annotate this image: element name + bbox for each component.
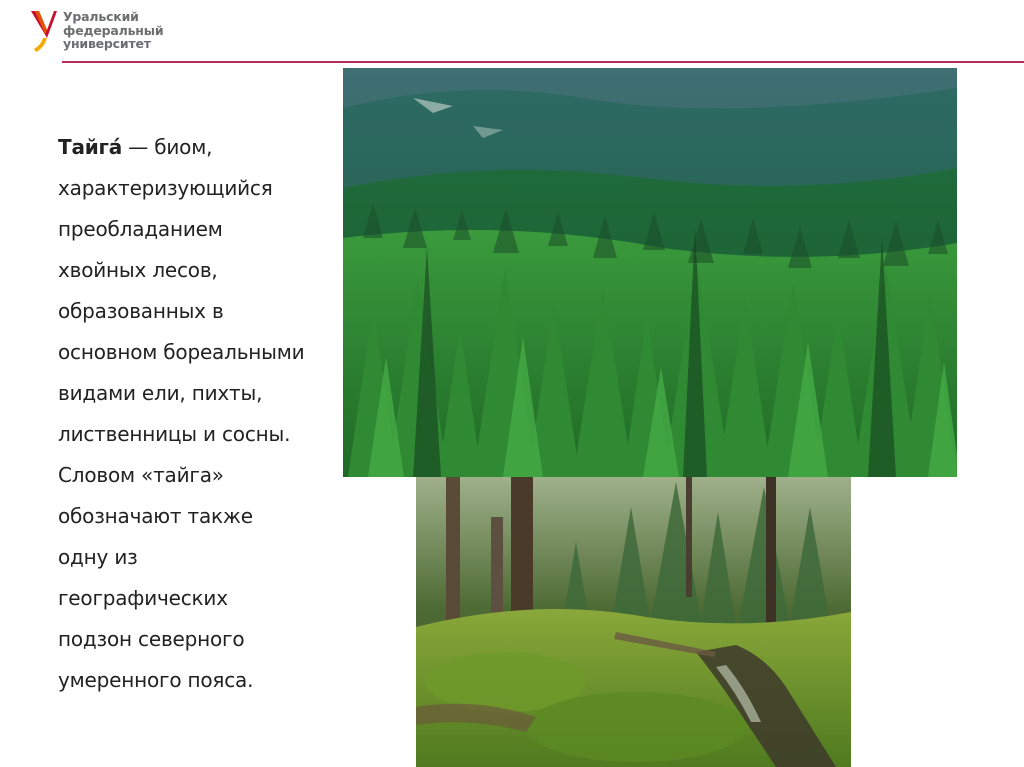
text-line-2: характеризующийся [58,176,273,200]
text-line-1 [58,127,348,168]
text-line-12: географических [58,586,228,610]
taiga-floor-photo [416,477,851,767]
text-line-7: видами ели, пихты, [58,381,263,405]
definition-text [58,127,348,701]
logo-line-1: Уральский [63,9,139,24]
header-divider [62,61,1024,63]
text-line-11: одну из [58,545,138,569]
university-logo[interactable] [30,8,190,56]
taiga-aerial-photo [343,68,957,477]
text-line-8: лиственницы и сосны. [58,422,291,446]
term-taiga: Тайга́ [58,135,123,159]
text-line-6: основном бореальными [58,340,305,364]
taiga-floor-image [416,477,851,767]
logo-line-3: университет [63,36,151,51]
text-line-3: преобладанием [58,217,223,241]
text-line-14: умеренного пояса. [58,668,254,692]
text-line-13: подзон северного [58,627,245,651]
text-line-4: хвойных лесов, [58,258,218,282]
university-logo-icon [30,8,58,54]
text-line-9: Словом «тайга» [58,463,224,487]
logo-line-2: федеральный [63,22,164,38]
taiga-aerial-image [343,68,957,477]
text-line-10: обозначают также [58,504,253,528]
logo-text [63,10,163,51]
text-line-5: образованных в [58,299,224,323]
text-line-1-rest: — биом, [122,135,213,159]
